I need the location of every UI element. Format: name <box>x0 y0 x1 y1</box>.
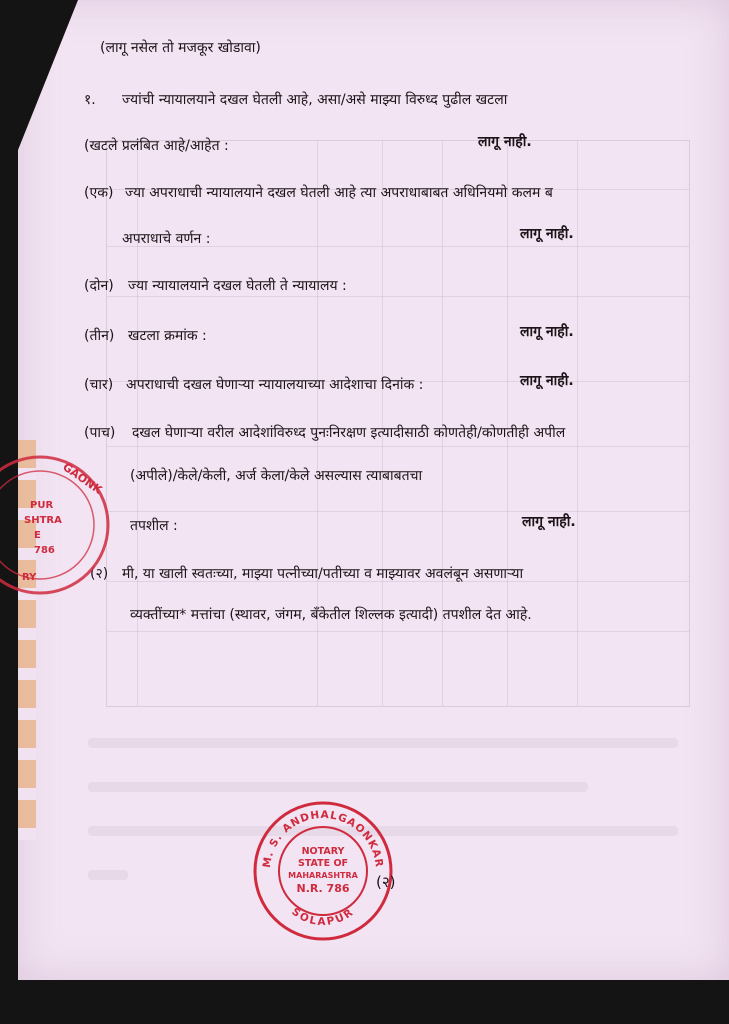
sub-ek-label: (एक) <box>84 185 114 201</box>
partial-seal-fragment: PUR <box>30 500 54 511</box>
partial-seal-fragment: E <box>34 530 41 541</box>
sub-char-label: (चार) <box>84 377 114 393</box>
partial-seal-fragment: 786 <box>34 545 55 556</box>
sub-teen-text: खटला क्रमांक : <box>128 328 207 344</box>
sub-pach-text: दखल घेणाऱ्या वरील आदेशांविरुध्द पुनःनिरक्षण इत्यादीसाठी कोणतेही/कोणतीही अपील <box>132 425 566 441</box>
seal-line2: STATE OF <box>297 858 349 869</box>
sub-char-text: अपराधाची दखल घेणाऱ्या न्यायालयाच्या आदेशाचा दिनांक : <box>126 377 424 393</box>
sub-teen-label: (तीन) <box>84 328 115 344</box>
sub-don-text: ज्या न्यायालयाने दखल घेतली ते न्यायालय : <box>128 278 347 294</box>
sub-pach-line3: तपशील : <box>130 518 178 534</box>
item-1-text: ज्यांची न्यायालयाने दखल घेतली आहे, असा/असे माझ्या विरुध्द पुढील खटला <box>122 92 508 108</box>
partial-seal-fragment: RY <box>22 572 37 583</box>
instruction-note: (लागू नसेल तो मजकूर खोडावा) <box>100 40 261 56</box>
notary-seal <box>252 800 394 942</box>
sub-pach-line2: (अपीले)/केले/केली, अर्ज केला/केले असल्यास त्याबाबतचा <box>130 468 423 484</box>
sub-ek-value: लागू नाही. <box>520 226 574 242</box>
seal-place: SOLAPUR <box>289 905 357 929</box>
seal-line3: MAHARASHTRA <box>288 871 358 880</box>
sub-ek-text: ज्या अपराधाची न्यायालयाने दखल घेतली आहे त्या अपराधाबाबत अधिनियमो कलम ब <box>125 185 553 201</box>
page-number: (२) <box>376 873 396 891</box>
sub-pach-label: (पाच) <box>84 425 116 441</box>
item-1-value: लागू नाही. <box>478 134 532 150</box>
seal-name: M. S. ANDHALGAONKAR <box>260 808 386 869</box>
svg-text:SOLAPUR <box>289 906 356 928</box>
seal-line1: NOTARY <box>301 846 345 857</box>
item-2-text: मी, या खाली स्वतःच्या, माझ्या पत्नीच्या/पतीच्या व माझ्यावर अवलंबून असणाऱ्या <box>122 566 524 582</box>
item-1-line2: (खटले प्रलंबित आहे/आहेत : <box>84 138 229 154</box>
item-2-number: (२) <box>90 566 109 582</box>
partial-seal-fragment: GAONK <box>60 460 105 497</box>
sub-don-label: (दोन) <box>84 278 114 294</box>
torn-corner <box>18 0 78 150</box>
sub-ek-line2: अपराधाचे वर्णन : <box>122 231 211 247</box>
item-1-number: १. <box>84 92 96 108</box>
partial-seal-fragment: SHTRA <box>24 515 62 526</box>
bleed-through-note <box>88 870 128 880</box>
seal-reg-number: N.R. 786 <box>296 882 350 895</box>
item-2-line2: व्यक्तींच्या* मत्तांचा (स्थावर, जंगम, बँकेतील शिल्लक इत्यादी) तपशील देत आहे. <box>130 607 532 623</box>
sub-teen-value: लागू नाही. <box>520 324 574 340</box>
sub-char-value: लागू नाही. <box>520 373 574 389</box>
bleed-through-note <box>88 782 588 792</box>
bleed-through-note <box>88 738 678 748</box>
sub-pach-value: लागू नाही. <box>522 514 576 530</box>
